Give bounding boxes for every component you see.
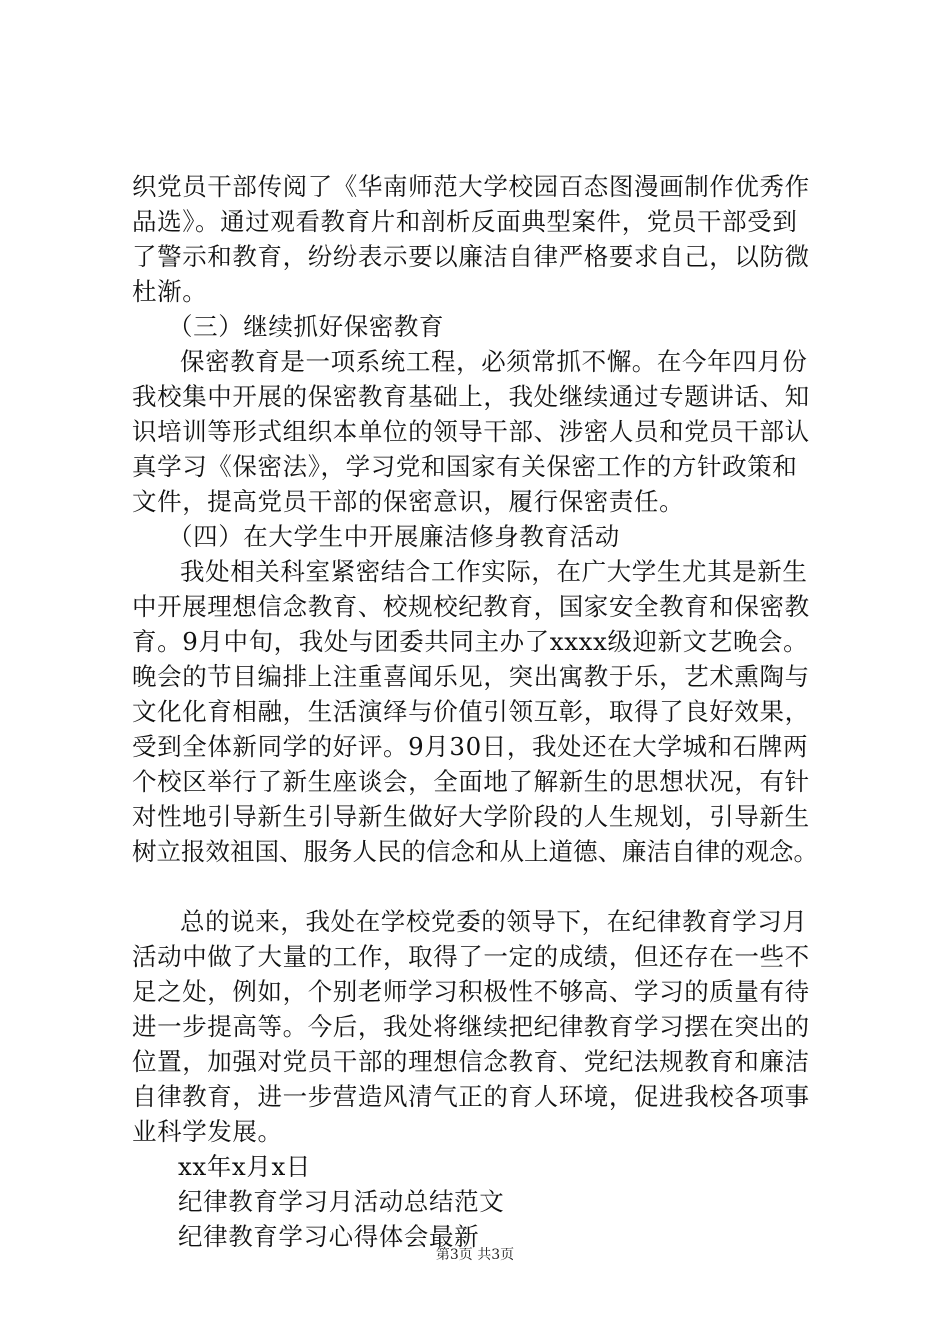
body-text-line: 识培训等形式组织本单位的领导干部、涉密人员和党员干部认 xyxy=(132,417,810,446)
body-text-line: 总的说来，我处在学校党委的领导下，在纪律教育学习月 xyxy=(180,907,808,936)
body-text-line: 受到全体新同学的好评。9月30日，我处还在大学城和石牌两 xyxy=(132,732,809,761)
date-line: xx年x月x日 xyxy=(178,1152,311,1181)
body-text-line: 树立报效祖国、服务人民的信念和从上道德、廉洁自律的观念。 xyxy=(132,837,818,866)
body-text-line: 育。9月中旬，我处与团委共同主办了xxxx级迎新文艺晚会。 xyxy=(132,627,809,656)
body-text-line: 我处相关科室紧密结合工作实际，在广大学生尤其是新生 xyxy=(180,557,808,586)
body-text-line: 自律教育，进一步营造风清气正的育人环境，促进我校各项事 xyxy=(132,1082,810,1111)
body-text-line: 进一步提高等。今后，我处将继续把纪律教育学习摆在突出的 xyxy=(132,1012,810,1041)
section-heading: （三）继续抓好保密教育 xyxy=(168,312,445,341)
body-text-line: 了警示和教育，纷纷表示要以廉洁自律严格要求自己，以防微 xyxy=(132,242,810,271)
body-text-line: 保密教育是一项系统工程，必须常抓不懈。在今年四月份 xyxy=(180,347,808,376)
body-text-line: 位置，加强对党员干部的理想信念教育、党纪法规教育和廉洁 xyxy=(132,1047,810,1076)
related-title: 纪律教育学习月活动总结范文 xyxy=(178,1187,505,1216)
body-text-line: 杜渐。 xyxy=(132,277,208,306)
body-text-line: 对性地引导新生引导新生做好大学阶段的人生规划，引导新生 xyxy=(132,802,810,831)
section-heading: （四）在大学生中开展廉洁修身教育活动 xyxy=(168,522,620,551)
body-text-line: 中开展理想信念教育、校规校纪教育，国家安全教育和保密教 xyxy=(132,592,810,621)
body-text-line: 我校集中开展的保密教育基础上，我处继续通过专题讲话、知 xyxy=(132,382,810,411)
body-text-line: 真学习《保密法》，学习党和国家有关保密工作的方针政策和 xyxy=(132,452,798,481)
page-number-footer: 第3页 共3页 xyxy=(435,1247,515,1263)
related-title: 纪律教育学习心得体会最新 xyxy=(178,1222,480,1251)
body-text-line: 文化化育相融，生活演绎与价值引领互彰，取得了良好效果， xyxy=(132,697,810,726)
body-text-line: 品选》。通过观看教育片和剖析反面典型案件，党员干部受到 xyxy=(132,207,798,236)
body-text-line: 晚会的节目编排上注重喜闻乐见，突出寓教于乐，艺术熏陶与 xyxy=(132,662,810,691)
body-text-line: 织党员干部传阅了《华南师范大学校园百态图漫画制作优秀作 xyxy=(132,172,810,201)
body-text-line: 活动中做了大量的工作，取得了一定的成绩，但还存在一些不 xyxy=(132,942,810,971)
body-text-line: 个校区举行了新生座谈会，全面地了解新生的思想状况，有针 xyxy=(132,767,810,796)
body-text-line: 文件，提高党员干部的保密意识，履行保密责任。 xyxy=(132,487,685,516)
body-text-line: 足之处，例如，个别老师学习积极性不够高、学习的质量有待 xyxy=(132,977,810,1006)
body-text-line: 业科学发展。 xyxy=(132,1117,283,1146)
